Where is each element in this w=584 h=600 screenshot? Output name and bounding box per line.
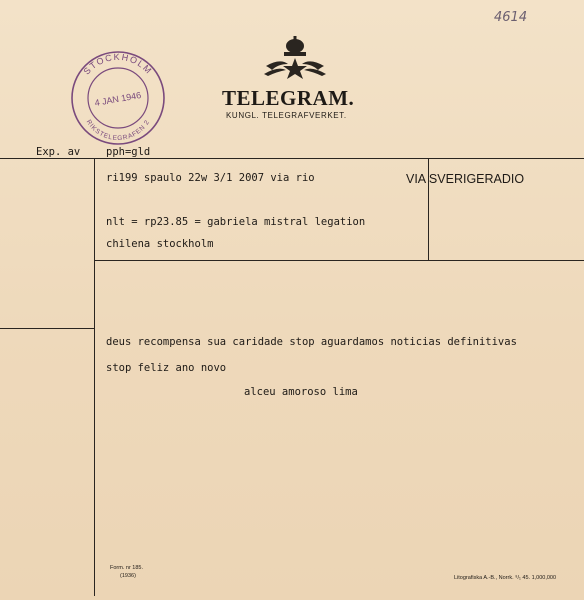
signature: alceu amoroso lima [244,386,358,398]
printer-imprint: Litografiska A.-B., Norrk. ⁹/₁ 45. 1,000,000 [454,575,557,581]
postmark-stamp [66,48,170,148]
form-number: Form. nr 185. [110,565,144,571]
header-rule [0,158,584,159]
address-line: chilena stockholm [106,238,214,250]
address-line: nlt = rp23.85 = gabriela mistral legation [106,216,366,228]
crown-emblem-icon [262,36,328,80]
telegram-title: TELEGRAM. [222,86,355,110]
form-year: (1936) [120,573,136,579]
svg-text:STOCKHOLM [82,52,155,77]
telegram-subtitle: KUNGL. TELEGRAFVERKET. [226,111,347,120]
routing-note: VIA SVERIGERADIO [406,172,525,186]
svg-text:RIKSTELEGRAFEN 2 [85,119,152,142]
telegram-preamble: ri199 spaulo 22w 3/1 2007 via rio [106,172,315,184]
stamp-office: RIKSTELEGRAFEN 2 [84,118,152,143]
left-margin-rule [0,328,94,329]
address-rule [94,260,584,261]
message-line: deus recompensa sua caridade stop aguardamos noticias definitivas [106,336,517,348]
stamp-city: STOCKHOLM [81,51,155,77]
exp-value: pph=gld [106,146,151,158]
stamp-date: 4 JAN 1946 [93,90,142,109]
message-line: stop feliz ano novo [106,362,227,374]
archive-number: 4614 [494,10,528,25]
left-column-rule [94,158,95,596]
exp-label: Exp. av [36,146,81,158]
